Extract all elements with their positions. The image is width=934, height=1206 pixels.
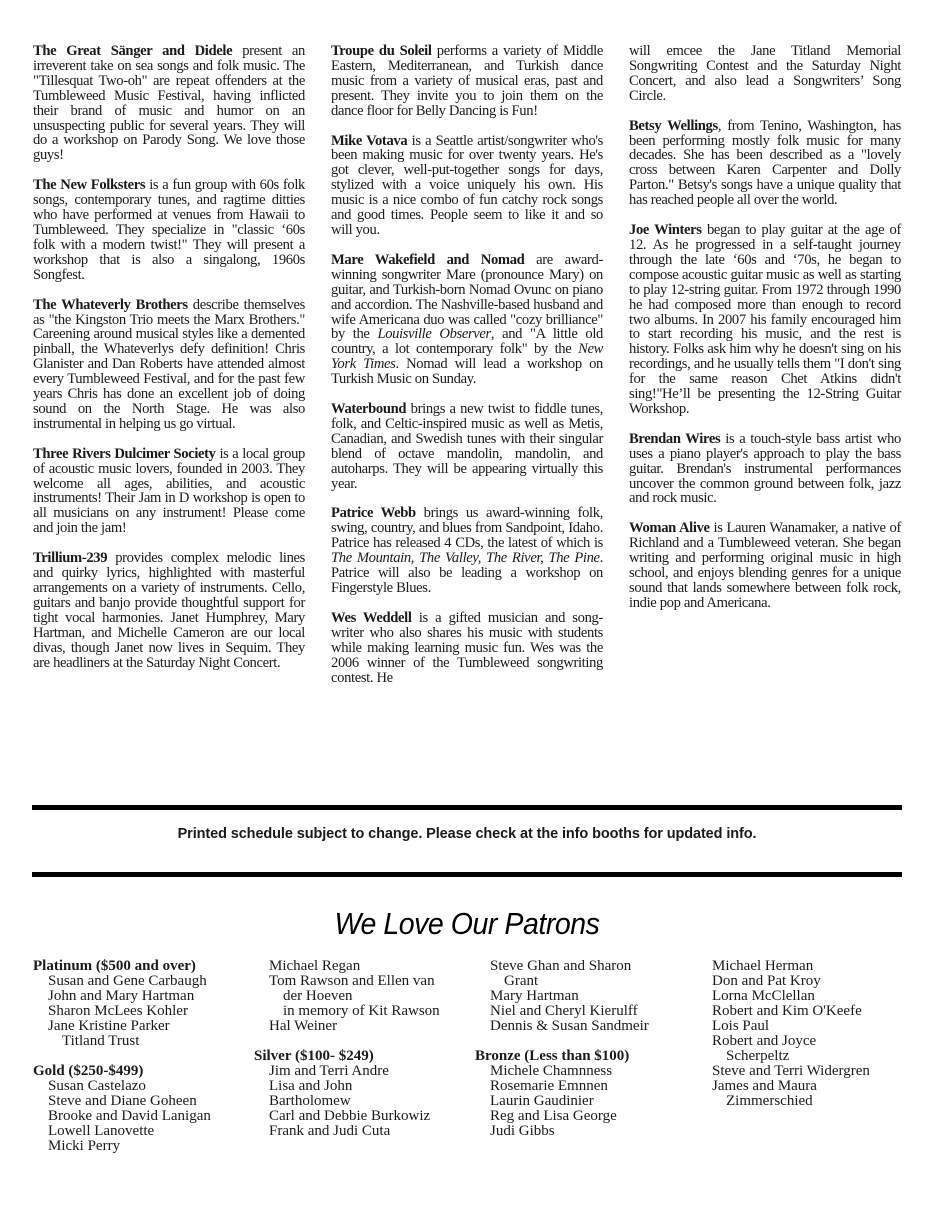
performer-name: Trillium-239 (33, 550, 108, 567)
performer-bio (629, 223, 901, 417)
patron-name: Steve and Terri Widergren (712, 1063, 870, 1079)
performer-name: Woman Alive (629, 520, 710, 537)
performer-name: Wes Weddell (331, 609, 412, 626)
patrons-column-2 (254, 959, 440, 1139)
patron-name: Michael Regan (269, 958, 361, 974)
bio-column-2 (331, 44, 603, 700)
bio-column-1 (33, 44, 305, 700)
patron-name: Tom Rawson and Ellen van (269, 973, 435, 989)
bio-text: are award-winning songwriter Mare (pronounce Mary) on guitar, and Turkish-born Nomad Ovunc on piano and accordion. The Nashville-based husband and wife Americana duo was called "cozy brilliance" by the (331, 251, 603, 343)
performer-bio (331, 134, 603, 238)
patron-name-continued: der Hoeven (283, 988, 353, 1004)
patron-name: Rosemarie Emnnen (490, 1078, 608, 1094)
schedule-notice: Printed schedule subject to change. Please check at the info booths for updated info. (177, 826, 757, 842)
performer-bios (33, 44, 901, 700)
spacer (254, 1034, 440, 1049)
performer-bio (33, 551, 305, 670)
performer-bio (331, 402, 603, 491)
patrons-column-3 (475, 959, 649, 1139)
bio-text: is a gifted musician and song-writer who also shares his music with students while making learning music fun. Wes was the 2006 winner of the Tumbleweed songwriting contest. He (331, 609, 603, 686)
patrons-column-4 (697, 959, 870, 1109)
patron-name-continued: Scherpeltz (726, 1048, 790, 1064)
top-divider (32, 805, 902, 810)
patrons-title: We Love Our Patrons (334, 906, 600, 941)
patron-name: Jane Kristine Parker (48, 1018, 170, 1034)
patron-name: Don and Pat Kroy (712, 973, 821, 989)
performer-bio (33, 44, 305, 163)
patron-name: Michele Chamnness (490, 1063, 613, 1079)
publication-title: New York Times (331, 341, 603, 373)
performer-name: Troupe du Soleil (331, 43, 432, 59)
spacer (475, 1034, 649, 1049)
patron-name: Robert and Joyce (712, 1033, 817, 1049)
bio-text: performs a variety of Middle Eastern, Mediterranean, and Turkish dance music from a variety of musical eras, past and present. They invite you to join them on the dance floor for Belly Dancing is Fun! (331, 43, 603, 119)
patron-name: Steve and Diane Goheen (48, 1093, 197, 1109)
patron-tier-heading: Platinum ($500 and over) (33, 958, 196, 974)
publication-title: The Mountain, The Valley, The River, The Pine (331, 550, 600, 567)
patron-name: Frank and Judi Cuta (269, 1123, 391, 1139)
patron-name: Bartholomew (269, 1093, 351, 1109)
publication-title: Louisville Observer (377, 326, 491, 343)
performer-bio (629, 521, 901, 610)
patron-name: Niel and Cheryl Kierulff (490, 1003, 638, 1019)
patron-name: James and Maura (712, 1078, 817, 1094)
patron-name: Susan Castelazo (48, 1078, 146, 1094)
performer-name: Three Rivers Dulcimer Society (33, 445, 216, 462)
bio-column-3 (629, 44, 901, 700)
patron-name: Robert and Kim O'Keefe (712, 1003, 862, 1019)
bio-text: . Nomad will lead a workshop on Turkish Music on Sunday. (331, 356, 603, 388)
performer-name: The New Folksters (33, 177, 146, 194)
patron-name: Hal Weiner (269, 1018, 338, 1034)
performer-name: Waterbound (331, 401, 407, 418)
patron-name: Dennis & Susan Sandmeir (490, 1018, 649, 1034)
patron-name-continued: Grant (504, 973, 539, 989)
bio-text: is a touch-style bass artist who uses a piano player's approach to play the bass guitar. Brendan's instrumental performances uncover the common ground between folk, jazz and rock music. (629, 430, 901, 507)
bio-text: began to play guitar at the age of 12. As he progressed in a self-taught journey through the late ‘60s and ‘70s, he began to compose acoustic guitar music as well as starting to play 12-string guitar. From 1972 through 1990 he had composed more than enough to record two albums. In 2007 his family encouraged him to start recording his music, and the rest is history. Folks ask him why he doesn't sing on his recordings, and he usually tells them "I don't sing for the same reason Chet Atkins didn't sing!"He’ll be presenting the 12-String Guitar Workshop. (629, 222, 901, 417)
patron-name-continued: Zimmerschied (726, 1093, 813, 1109)
bottom-divider (32, 872, 902, 877)
patron-name: John and Mary Hartman (48, 988, 195, 1004)
bio-text: is Lauren Wanamaker, a native of Richland and a Tumbleweed veteran. She began writing and performing original music in high school, and enjoys blending genres for a unique sound that lands somewhere between folk rock, indie pop and Americana. (629, 520, 902, 611)
patron-name: Mary Hartman (490, 988, 579, 1004)
performer-bio (331, 611, 603, 686)
performer-bio (331, 253, 603, 387)
bio-text: is a Seattle artist/songwriter who's been making music for over twenty years. He's got clever, well-put-together songs for days, stylized with a voice uniquely his own. His music is a nice combo of fun catchy rock songs and good times. People seem to like it and so will you. (331, 132, 603, 238)
performer-name: Joe Winters (629, 222, 702, 239)
patrons-column-1 (33, 959, 211, 1154)
patron-name: Carl and Debbie Burkowiz (269, 1108, 431, 1124)
performer-name: Betsy Wellings (629, 117, 718, 134)
patron-name: Brooke and David Lanigan (48, 1108, 211, 1124)
patron-name: Lowell Lanovette (48, 1123, 155, 1139)
bio-text: present an irreverent take on sea songs and folk music. The "Tillesquat Two-oh" are repeat offenders at the Tumbleweed Music Festival, having inflicted their brand of music and humor on an unsuspecting public for several years. They will do a workshop on Parody Song. We love those guys! (33, 43, 305, 164)
patron-name: Steve Ghan and Sharon (490, 958, 632, 974)
patron-name: Michael Herman (712, 958, 814, 974)
patron-name: Micki Perry (48, 1138, 121, 1154)
performer-name: The Whateverly Brothers (33, 296, 188, 313)
patron-name: Lorna McClellan (712, 988, 815, 1004)
bio-text: . Patrice will also be leading a workshop on Fingerstyle Blues. (331, 550, 603, 596)
patron-name-continued: Titland Trust (62, 1033, 140, 1049)
performer-bio (629, 432, 901, 507)
patron-tier-heading: Silver ($100- $249) (254, 1048, 374, 1064)
performer-bio (629, 44, 901, 104)
bio-text: is a local group of acoustic music lovers, founded in 2003. They welcome all ages, abilities, and acoustic instruments! Their Jam in D workshop is open to all musicians on any instrument! Please come and join the jam! (33, 445, 305, 537)
patron-name: Susan and Gene Carbaugh (48, 973, 207, 989)
bio-text: , from Tenino, Washington, has been performing mostly folk music for many decades. She has been described as a "lovely cross between Karen Carpenter and Dolly Parton." Betsy's songs have a unique quality that has reached people all over the world. (629, 117, 901, 209)
performer-bio (629, 119, 901, 208)
patron-name: Laurin Gaudinier (490, 1093, 594, 1109)
bio-text: brings a new twist to fiddle tunes, folk, and Celtic-inspired music as well as Metis, Canadian, and Swedish tunes with their singular blend of octave mandolin, mandolin, and autoharps. They will be appearing virtually this year. (331, 401, 603, 492)
patron-tier-heading: Gold ($250-$499) (33, 1063, 144, 1079)
bio-text: is a fun group with 60s folk songs, contemporary tunes, and ragtime ditties who have performed at venues from Hawaii to Tumbleweed. They specialize in "classic ‘60s folk with a modern twist!" They will present a workshop that is also a singalong, 1960s Songfest. (33, 177, 305, 283)
performer-bio (33, 178, 305, 282)
performer-bio (331, 506, 603, 595)
performer-name: The Great Sänger and Didele (33, 43, 233, 59)
performer-name: Mike Votava (331, 132, 408, 149)
patron-name: Lois Paul (712, 1018, 770, 1034)
patron-name: Reg and Lisa George (490, 1108, 617, 1124)
patron-tier-heading: Bronze (Less than $100) (475, 1048, 630, 1064)
patron-name: Lisa and John (269, 1078, 353, 1094)
patron-name: Sharon McLees Kohler (48, 1003, 188, 1019)
bio-text: brings us award-winning folk, swing, country, and blues from Sandpoint, Idaho. Patrice has released 4 CDs, the latest of which is (331, 505, 603, 552)
bio-text: describe themselves as "the Kingston Trio meets the Marx Brothers." Careening around musical styles like a demented pinball, the Whateverlys defy definition! Chris Glanister and Dan Roberts have attended almost every Tumbleweed Festival, and for the past few years Chris has done an excellent job of doing sound on the North Stage. He was also instrumental in helping us go virtual. (33, 296, 305, 432)
bio-text: , and "A little old country, a lot contemporary folk" by the (331, 326, 603, 358)
spacer (33, 1049, 211, 1064)
performer-bio (331, 44, 603, 119)
bio-text: provides complex melodic lines and quirky lyrics, highlighted with masterful arrangements on a variety of instruments. Cello, guitars and banjo provide thoughtful support for tight vocal harmonies. Janet Humphrey, Mary Hartman, and Michelle Cameron are our local divas, though Janet now lives in Sequim. They are headliners at the Saturday Night Concert. (33, 550, 305, 671)
performer-bio (33, 447, 305, 536)
performer-name: Brendan Wires (629, 430, 721, 447)
performer-bio (33, 298, 305, 432)
bio-text: will emcee the Jane Titland Memorial Songwriting Contest and the Saturday Night Concert, and also lead a Songwriters’ Song Circle. (629, 43, 901, 104)
patron-name: Jim and Terri Andre (269, 1063, 389, 1079)
patron-name-continued: in memory of Kit Rawson (283, 1003, 440, 1019)
patron-name: Judi Gibbs (490, 1123, 555, 1139)
performer-name: Patrice Webb (331, 505, 416, 522)
performer-name: Mare Wakefield and Nomad (331, 251, 525, 268)
